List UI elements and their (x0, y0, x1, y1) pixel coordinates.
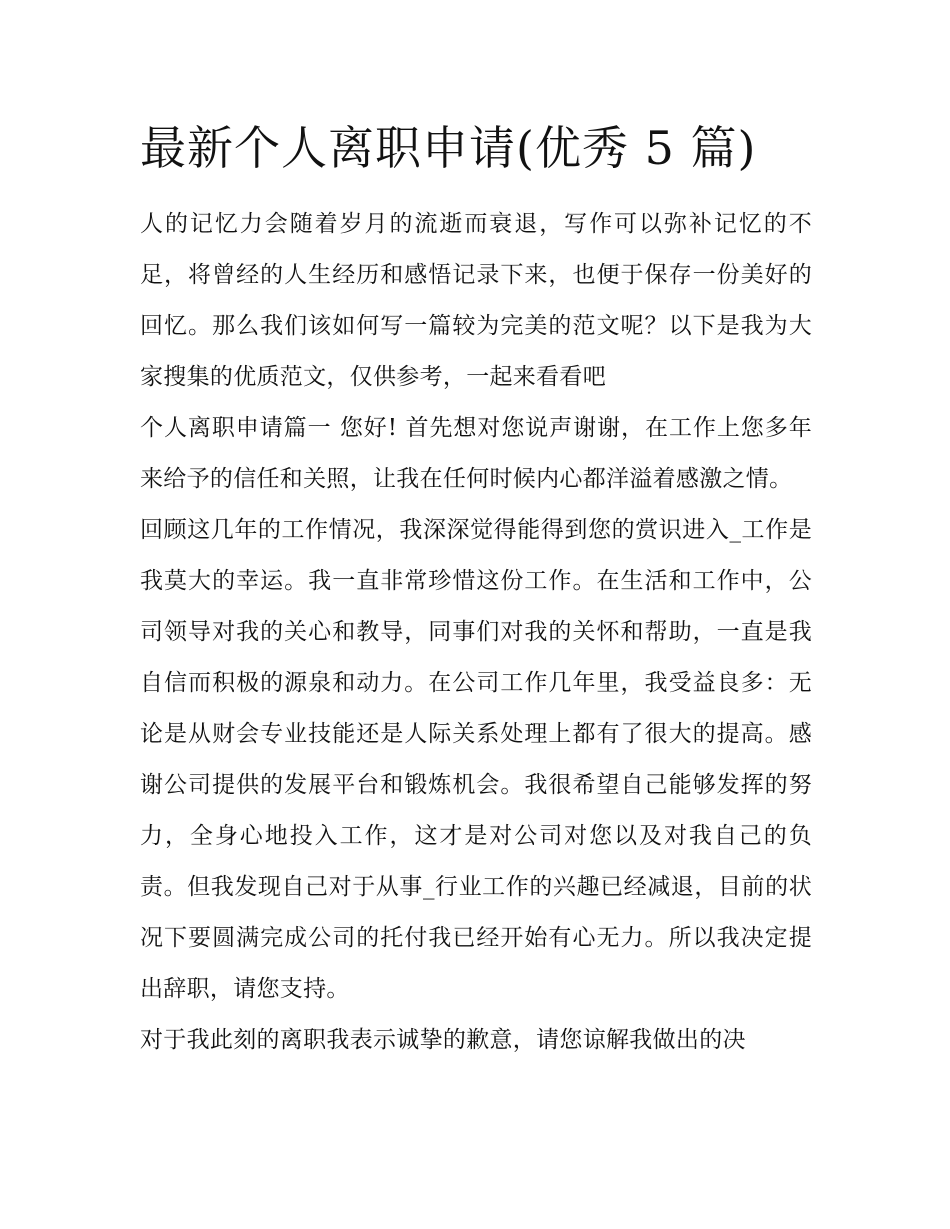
document-body (140, 199, 812, 1066)
paragraph-intro: 人的记忆力会随着岁月的流逝而衰退，写作可以弥补记忆的不足，将曾经的人生经历和感悟记录下来，也便于保存一份美好的回忆。那么我们该如何写一篇较为完美的范文呢？以下是我为大家搜集的优质范文，仅供参考，一起来看看吧 (140, 211, 812, 390)
paragraph-greeting: 个人离职申请篇一 您好! 首先想对您说声谢谢，在工作上您多年来给予的信任和关照，让我在任何时候内心都洋溢着感激之情。 (140, 415, 812, 492)
paragraph-review: 回顾这几年的工作情况，我深深觉得能得到您的赏识进入_工作是我莫大的幸运。我一直非常珍惜这份工作。在生活和工作中，公司领导对我的关心和教导，同事们对我的关怀和帮助，一直是我自信而积极的源泉和动力。在公司工作几年里，我受益良多：无论是从财会专业技能还是人际关系处理上都有了很大的提高。感谢公司提供的发展平台和锻炼机会。我很希望自己能够发挥的努力，全身心地投入工作，这才是对公司对您以及对我自己的负责。但我发现自己对于从事_行业工作的兴趣已经减退，目前的状况下要圆满完成公司的托付我已经开始有心无力。所以我决定提出辞职，请您支持。 (140, 517, 812, 1002)
paragraph-apology: 对于我此刻的离职我表示诚挚的歉意，请您谅解我做出的决 (140, 1027, 746, 1053)
document-title: 最新个人离职申请(优秀 5 篇) (140, 121, 757, 175)
